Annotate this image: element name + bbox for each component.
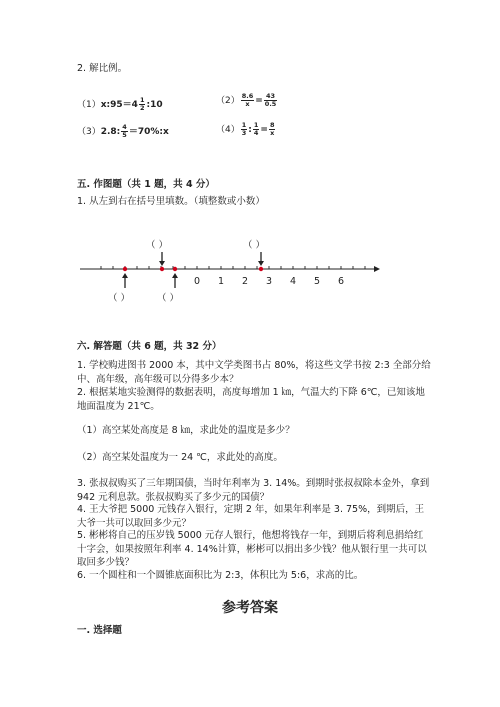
equation-2-numerator-right: 43 bbox=[264, 93, 278, 101]
arrow-down-icon bbox=[159, 252, 165, 266]
equation-4-colon: : bbox=[248, 125, 252, 135]
equation-4-numerator-1: 1 bbox=[241, 121, 247, 129]
equation-3-index: （3） bbox=[77, 127, 101, 137]
equation-3-left: 2.8: bbox=[100, 127, 121, 137]
equation-1-right: :10 bbox=[146, 100, 163, 110]
equation-4 bbox=[216, 122, 276, 137]
equation-3-fraction-numerator: 4 bbox=[122, 123, 127, 131]
equation-2-index: （2） bbox=[216, 96, 240, 106]
section-6-title: 六. 解答题（共 6 题，共 32 分） bbox=[77, 341, 222, 352]
section-6-question-2: 2. 根据某地实验测得的数据表明，高度每增加 1 ㎞，气温大约下降 6℃，已知该地地面温度为 21℃。 bbox=[77, 387, 425, 412]
equation-4-fraction-3 bbox=[269, 122, 276, 137]
section-5-question-1: 1. 从左到右在括号里填数。（填整数或小数） bbox=[77, 196, 265, 207]
equation-3-right: ＝70%:x bbox=[128, 127, 169, 137]
section-6-question-1: 1. 学校购进图书 2000 本，其中文学类图书占 80%，将这些文学书按 2:3 全部分给中、高年级，高年级可以分得多少本？ bbox=[77, 360, 431, 385]
equation-2 bbox=[216, 93, 278, 108]
equation-1-index: （1） bbox=[77, 100, 101, 110]
section-6-question-2-sub-1: （1）高空某处高度是 8 ㎞，求此处的温度是多少？ bbox=[77, 425, 295, 436]
equation-4-index: （4） bbox=[216, 125, 240, 135]
section-6-question-3: 3. 张叔叔购买了三年期国债，当时年利率为 3. 14%。到期时张叔叔除本金外，拿到 942 元利息款。张叔叔购买了多少元的国债？ bbox=[77, 478, 430, 503]
answer-section-1-title: 一. 选择题 bbox=[77, 625, 122, 636]
arrow-up-icon bbox=[122, 273, 128, 288]
red-point-2 bbox=[160, 267, 164, 271]
equation-4-denominator-3: x bbox=[270, 129, 275, 137]
section-6-question-2-sub-2: （2）高空某处温度为一 24 ℃，求此处的高度。 bbox=[77, 452, 283, 463]
section-5-title: 五. 作图题（共 1 题，共 4 分） bbox=[77, 179, 215, 190]
equation-2-numerator-left: 8.6 bbox=[241, 92, 254, 100]
arrow-down-icon bbox=[258, 252, 264, 266]
bottom-paren-1: （ ） bbox=[108, 293, 131, 304]
red-point-4 bbox=[259, 267, 263, 271]
tick-label-1: 1 bbox=[217, 276, 225, 287]
equation-2-equals: = bbox=[255, 96, 263, 106]
axis-arrow-icon bbox=[374, 266, 380, 272]
equation-4-denominator-2: 4 bbox=[253, 129, 259, 137]
red-point-3 bbox=[173, 267, 177, 271]
equation-4-denominator-1: 3 bbox=[241, 129, 247, 137]
equation-4-numerator-3: 8 bbox=[269, 121, 275, 129]
equation-2-fraction-left bbox=[241, 93, 255, 108]
answer-key-title: 参考答案 bbox=[222, 600, 278, 616]
section-6-question-6: 6. 一个圆柱和一个圆锥底面积比为 2:3，体积比为 5:6，求高的比。 bbox=[77, 570, 364, 581]
tick-label-5: 5 bbox=[313, 276, 321, 287]
equation-1-left: x:95＝4 bbox=[100, 100, 138, 110]
equation-4-equals: = bbox=[260, 125, 268, 135]
equation-3-fraction-denominator: 5 bbox=[122, 131, 127, 139]
tick-label-0: 0 bbox=[193, 276, 201, 287]
tick-label-4: 4 bbox=[289, 276, 297, 287]
equation-2-denominator-left: x bbox=[245, 100, 250, 108]
top-paren-2: （ ） bbox=[243, 240, 266, 251]
equation-1-fraction bbox=[139, 97, 146, 112]
tick-label-3: 3 bbox=[265, 276, 273, 287]
arrow-up-icon bbox=[172, 273, 178, 288]
equation-3 bbox=[77, 124, 169, 139]
equation-1-fraction-denominator: 2 bbox=[139, 104, 145, 112]
bottom-paren-2: （ ） bbox=[157, 293, 180, 304]
top-paren-1: （ ） bbox=[146, 240, 169, 251]
equation-1 bbox=[77, 97, 163, 112]
equation-4-numerator-2: 1 bbox=[253, 121, 259, 129]
equation-4-fraction-1 bbox=[241, 122, 248, 137]
question-2-title: 2. 解比例。 bbox=[77, 63, 128, 74]
red-point-1 bbox=[123, 267, 127, 271]
tick-label-2: 2 bbox=[241, 276, 249, 287]
equation-4-fraction-2 bbox=[253, 122, 260, 137]
tick-label-6: 6 bbox=[337, 276, 345, 287]
equation-3-fraction bbox=[121, 124, 128, 139]
number-line-figure bbox=[0, 235, 500, 315]
equation-1-fraction-numerator: 1 bbox=[139, 96, 145, 104]
equation-2-fraction-right bbox=[264, 93, 278, 108]
equation-2-denominator-right: 0.5 bbox=[264, 100, 277, 108]
section-6-question-4: 4. 王大爷把 5000 元钱存入银行，定期 2 年，如果年利率是 3. 75%，到期后，王大爷一共可以取回多少元？ bbox=[77, 504, 425, 529]
section-6-question-5: 5. 彬彬将自己的压岁钱 5000 元存人银行，他想将钱存一年，到期后将利息捐给红十字会，如果按照年利率 4. 14%计算，彬彬可以捐出多少钱？他从银行里一共可以取回多少钱？ bbox=[77, 530, 427, 568]
